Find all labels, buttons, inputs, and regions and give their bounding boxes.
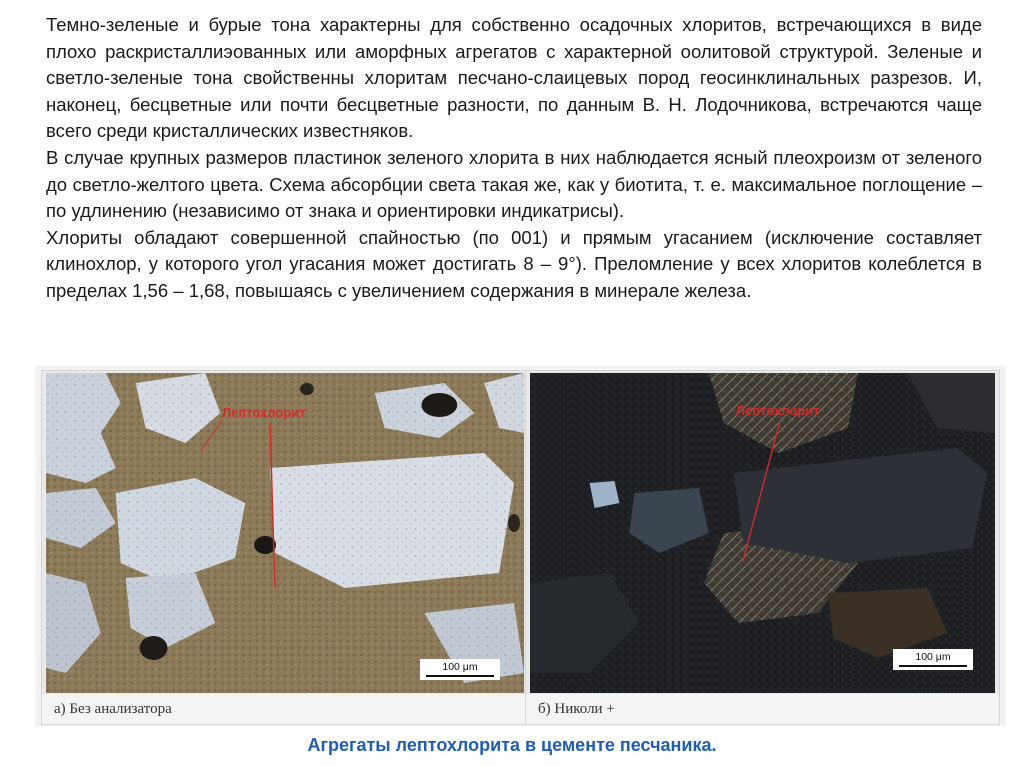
scale-bar-right-line <box>899 665 967 667</box>
scale-bar-left-label: 100 μm <box>442 661 478 673</box>
paragraph-2: В случае крупных размеров пластинок зеленого хлорита в них наблюдается ясный плеохроизм от зеленого до светло-желтого цвета. Схема абсорбции света такая же, как у биотита, т. е. максимальное поглощение – по удлинению (независимо от знака и ориентировки индикатрисы). <box>46 146 982 222</box>
figure-caption: Агрегаты лептохлорита в цементе песчаника. <box>307 735 717 755</box>
leader-line-left <box>46 373 524 693</box>
micrograph-image-left <box>46 373 524 693</box>
scale-bar-right-label: 100 μm <box>915 651 951 663</box>
panel-caption-right: б) Николи + <box>526 694 999 724</box>
micrograph-panel-right <box>525 370 1000 725</box>
label-leptochlorite-right: Лептохлорит <box>736 403 820 418</box>
panel-caption-left: а) Без анализатора <box>42 694 528 724</box>
paragraph-3 <box>46 225 982 305</box>
scale-bar-left <box>420 659 500 680</box>
micrograph-figure <box>35 366 1006 726</box>
paragraph-1: Темно-зеленые и бурые тона характерны для собственно осадочных хлоритов, встречающихся в виде плохо раскристаллиэованных или аморфных агрегатов с характерной оолитовой структурой. Зеленые и светло-зеленые тона свойственны хлоритам песчано-слаицевых пород геосинклинальных разрезов. И, наконец, бесцветные или почти бесцветные разности, по данным В. Н. Лодочникова, встречаются чаще всего среди кристаллических известняков. <box>46 14 982 142</box>
paragraph-3-text: Хлориты обладают совершенной спайностью (по 001) и прямым угасанием (исключение составляет клинохлор, у которого угол угасания может достигать 8 – 9°). Преломление у всех хлоритов колеблется в пределах 1,56 – 1,68, повышаясь с увеличением содержания в минерале железа. <box>46 226 982 301</box>
leader-line-right <box>530 373 995 693</box>
micrograph-panel-left <box>41 370 529 725</box>
scale-bar-right <box>893 649 973 670</box>
label-leptochlorite-left: Лептохлорит <box>222 405 306 420</box>
micrograph-image-right <box>530 373 995 693</box>
body-text <box>46 12 982 305</box>
scale-bar-left-line <box>426 675 494 677</box>
